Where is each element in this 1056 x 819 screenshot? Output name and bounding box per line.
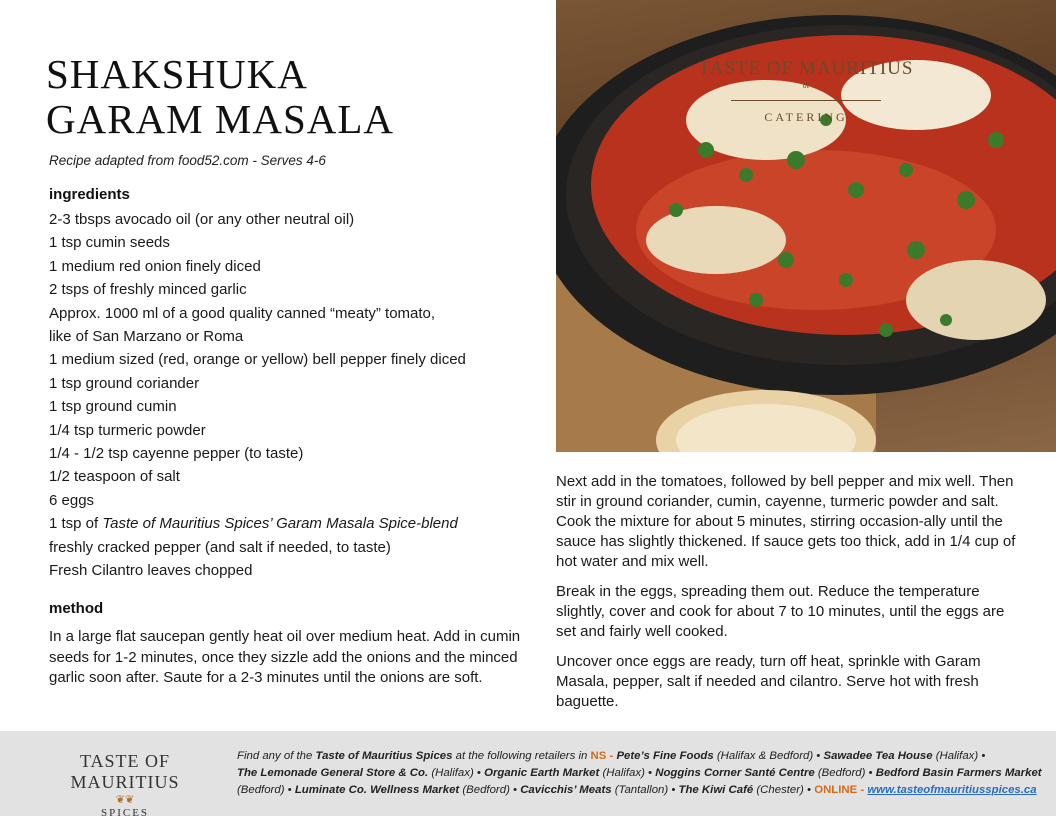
ingredient-item: 2 tsps of freshly minced garlic xyxy=(49,281,247,299)
retailer-location: (Bedford) xyxy=(817,767,866,780)
method-heading: method xyxy=(49,600,104,617)
website-link[interactable]: www.tasteofmauritiusspices.ca xyxy=(867,784,1037,797)
method-continued xyxy=(556,472,1026,722)
retailer-location: (Halifax) xyxy=(935,750,979,762)
ingredient-item: freshly cracked pepper (and salt if needed, to taste) xyxy=(49,538,391,556)
catering-logo-sub: CATERING xyxy=(764,110,848,124)
catering-logo-divider xyxy=(731,100,881,101)
retailer-name: The Lemonade General Store & Co. xyxy=(237,767,429,780)
region-label: NS xyxy=(590,750,607,762)
retailer-location: (Halifax) xyxy=(602,767,645,780)
retailer-name: Sawadee Tea House xyxy=(823,750,933,762)
retailer-name: Organic Earth Market xyxy=(484,767,600,780)
retailer-name: Pete’s Fine Foods xyxy=(616,750,714,762)
bullet-separator: • xyxy=(807,784,812,797)
ingredient-item-spice xyxy=(49,512,466,535)
recipe-subtitle: Recipe adapted from food52.com - Serves 4-6 xyxy=(49,153,326,168)
retailer-name: Noggins Corner Santé Centre xyxy=(655,767,815,780)
ingredient-item: 1 tsp ground coriander xyxy=(49,374,200,392)
method-step-2: Next add in the tomatoes, followed by bell pepper and mix well. Then stir in ground coriander, cumin, cayenne, turmeric powder and salt. Cook the mixture for about 5 minutes, stirring occasion-ally until the sauce has slightly thickened. If sauce gets too thick, add in 1/4 cup of hot water and mix well. xyxy=(556,473,1016,570)
ingredient-item: 2-3 tbsps avocado oil (or any other neutral oil) xyxy=(49,211,355,228)
ingredients-heading: ingredients xyxy=(49,186,130,203)
retailer-name: The Kiwi Café xyxy=(678,784,754,797)
title-line-1: SHAKSHUKA xyxy=(46,51,308,97)
bullet-separator: • xyxy=(981,750,986,762)
catering-logo-of: of xyxy=(802,81,810,90)
ingredient-item: like of San Marzano or Roma xyxy=(49,328,244,346)
retailer-location: (Halifax & Bedford) xyxy=(716,750,814,762)
footer xyxy=(0,731,1056,819)
spice-prefix: 1 tsp of xyxy=(49,515,103,533)
retailer-name: Bedford Basin Farmers Market xyxy=(875,767,1042,780)
method-step-4: Uncover once eggs are ready, turn off heat, sprinkle with Garam Masala, pepper, salt if needed and cilantro. Serve hot with fresh baguette. xyxy=(556,653,981,710)
ingredient-item: 6 eggs xyxy=(49,491,95,509)
bullet-separator: • xyxy=(868,767,873,780)
ingredient-item: 1 medium red onion finely diced xyxy=(49,257,261,275)
ingredient-item: 1 tsp ground cumin xyxy=(49,398,177,416)
retailer-location: (Tantallon) xyxy=(614,784,669,797)
bullet-separator: • xyxy=(287,784,292,797)
ingredient-item: 1/4 tsp turmeric powder xyxy=(49,421,206,439)
brand-name: Taste of Mauritius Spices xyxy=(315,750,453,762)
ingredients-list xyxy=(49,208,466,583)
spices-logo xyxy=(30,751,220,819)
retailer-location: (Chester) xyxy=(756,784,804,797)
recipe-title xyxy=(46,52,394,142)
retailer-name: Cavicchis’ Meats xyxy=(520,784,612,797)
catering-logo xyxy=(556,58,1056,125)
method-step-1: In a large flat saucepan gently heat oil over medium heat. Add in cumin seeds for 1-2 minutes, once they sizzle add the onions and the minced garlic soon after. Saute for a 2-3 minutes until the onions are soft. xyxy=(49,628,521,686)
ingredient-item: 1/4 - 1/2 tsp cayenne pepper (to taste) xyxy=(49,445,304,463)
online-label: ONLINE xyxy=(814,784,858,797)
bullet-separator: • xyxy=(671,784,676,797)
bullet-separator: • xyxy=(476,767,481,780)
bullet-separator: • xyxy=(816,750,821,762)
ingredient-item: Fresh Cilantro leaves chopped xyxy=(49,562,253,580)
ingredient-item: 1 medium sized (red, orange or yellow) bell pepper finely diced xyxy=(49,351,466,369)
bullet-separator: • xyxy=(513,784,518,797)
ingredient-item: Approx. 1000 ml of a good quality canned “meaty” tomato, xyxy=(49,304,436,322)
title-line-2: GARAM MASALA xyxy=(46,96,395,142)
retailers-intro-end: at the following retailers in xyxy=(452,750,591,762)
catering-logo-brand: TASTE OF MAURITIUS xyxy=(698,58,914,79)
retailers-text xyxy=(237,748,1049,800)
retailer-location: (Bedford) xyxy=(462,784,510,797)
online-dash: - xyxy=(857,784,868,797)
spices-logo-sub: SPICES xyxy=(100,807,150,819)
ingredient-item: 1/2 teaspoon of salt xyxy=(49,468,180,486)
retailers-intro: Find any of the xyxy=(237,750,316,762)
bullet-separator: • xyxy=(648,767,653,780)
region-dash: - xyxy=(606,750,617,762)
retailer-location: (Halifax) xyxy=(431,767,474,780)
spice-name: Taste of Mauritius Spices’ Garam Masala Spice-blend xyxy=(102,515,458,533)
method-step-3: Break in the eggs, spreading them out. Reduce the temperature slightly, cover and cook for about 7 to 10 minutes, until the eggs are set and fairly well cooked. xyxy=(556,583,1005,640)
ingredient-item: 1 tsp cumin seeds xyxy=(49,234,170,252)
retailer-name: Luminate Co. Wellness Market xyxy=(294,784,460,797)
retailer-location: (Bedford) xyxy=(237,784,285,797)
spice-leaf-icon: ❦❦ xyxy=(115,794,135,806)
spices-logo-brand: TASTE OF MAURITIUS xyxy=(70,751,180,792)
